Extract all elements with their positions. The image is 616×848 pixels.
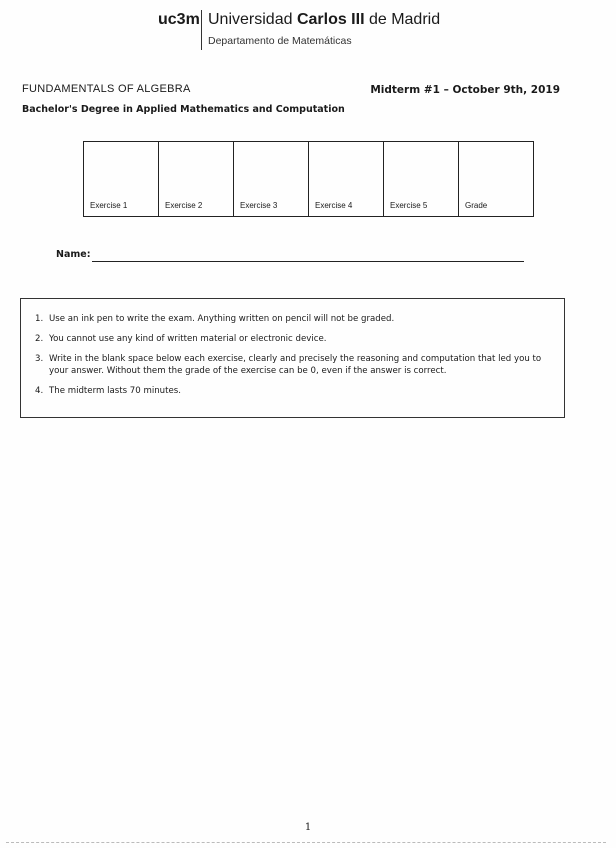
instruction-item: [35, 385, 555, 397]
name-line: [92, 261, 524, 262]
course-title: FUNDAMENTALS OF ALGEBRA: [22, 83, 191, 95]
uc3m-logo: uc3m: [158, 11, 200, 28]
degree-name: Bachelor's Degree in Applied Mathematics and Computation: [22, 104, 345, 115]
grade-cell-grade: Grade: [459, 142, 534, 217]
page-number: 1: [304, 822, 312, 833]
exam-info: Midterm #1 – October 9th, 2019: [370, 84, 560, 96]
logo-divider: [201, 10, 202, 50]
university-name: [208, 11, 440, 29]
grade-cell-exercise-5: Exercise 5: [384, 142, 459, 217]
instruction-number: 3.: [35, 354, 44, 364]
grade-table: [83, 141, 534, 217]
university-header: [0, 8, 616, 52]
university-bold: Carlos III: [296, 11, 365, 28]
grade-cell-exercise-2: Exercise 2: [159, 142, 234, 217]
instructions-list: [35, 313, 555, 405]
instruction-text: Use an ink pen to write the exam. Anything written on pencil will not be graded.: [49, 314, 395, 324]
university-prefix: Universidad: [208, 11, 297, 28]
bottom-divider: [6, 842, 606, 844]
instruction-item: [35, 313, 555, 325]
instruction-number: 2.: [35, 334, 44, 344]
grade-cell-exercise-4: Exercise 4: [309, 142, 384, 217]
grade-table-row: [84, 142, 534, 217]
grade-cell-exercise-1: Exercise 1: [84, 142, 159, 217]
instruction-item: [35, 353, 555, 377]
instruction-number: 1.: [35, 314, 44, 324]
grade-cell-exercise-3: Exercise 3: [234, 142, 309, 217]
university-suffix: de Madrid: [364, 11, 441, 28]
instruction-item: [35, 333, 555, 345]
name-label: Name:: [56, 249, 91, 260]
instruction-text: Write in the blank space below each exercise, clearly and precisely the reasoning and computation that led you to your answer. Without them the grade of the exercise can be 0, even if the answer is correct.: [49, 354, 542, 376]
instruction-text: You cannot use any kind of written material or electronic device.: [49, 334, 327, 344]
instruction-number: 4.: [35, 386, 44, 396]
department-name: Departamento de Matemáticas: [208, 35, 352, 47]
instruction-text: The midterm lasts 70 minutes.: [49, 386, 181, 396]
instructions-box: [20, 298, 565, 418]
